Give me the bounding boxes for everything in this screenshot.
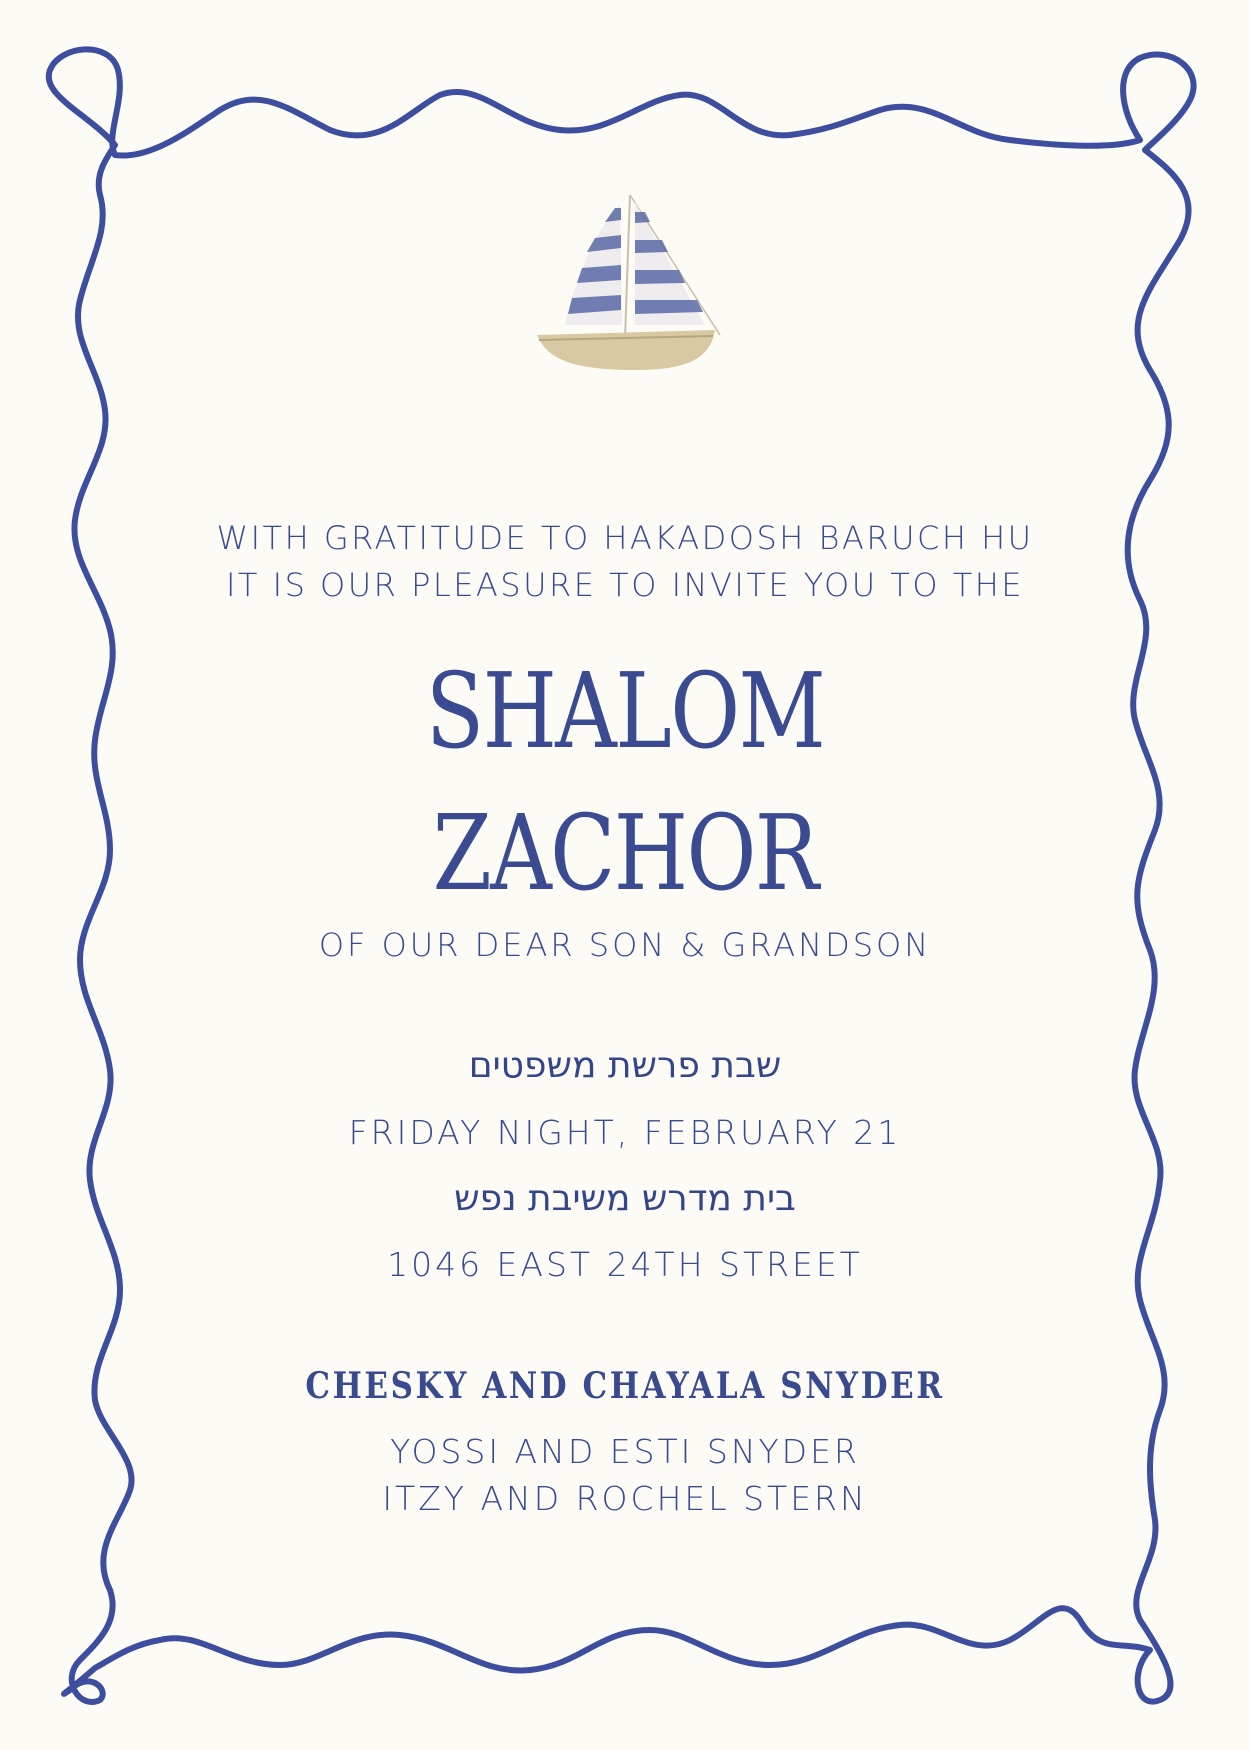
sailboat-icon xyxy=(525,190,725,380)
hosts-names: CHESKY AND CHAYALA SNYDER xyxy=(305,1365,945,1407)
page-title xyxy=(113,640,1138,924)
grandparents-line: ITZY AND ROCHEL STERN xyxy=(382,1479,868,1518)
intro-line-1: WITH GRATITUDE TO HAKADOSH BARUCH HU xyxy=(216,519,1034,557)
event-address: 1046 EAST 24TH STREET xyxy=(387,1245,863,1284)
subtitle: OF OUR DEAR SON & GRANDSON xyxy=(318,926,932,964)
event-date: FRIDAY NIGHT, FEBRUARY 21 xyxy=(348,1113,902,1152)
grandparents-line: YOSSI AND ESTI SNYDER xyxy=(390,1432,860,1471)
intro-text xyxy=(0,515,1250,609)
venue-hebrew: בית מדרש משיבת נפש xyxy=(454,1178,796,1219)
intro-line-2: IT IS OUR PLEASURE TO INVITE YOU TO THE xyxy=(225,566,1025,604)
grandparents-list xyxy=(0,1428,1250,1522)
title-line-1: SHALOM xyxy=(425,650,825,772)
title-line-2: ZACHOR xyxy=(432,792,818,914)
parsha-hebrew: שבת פרשת משפטים xyxy=(468,1045,782,1086)
